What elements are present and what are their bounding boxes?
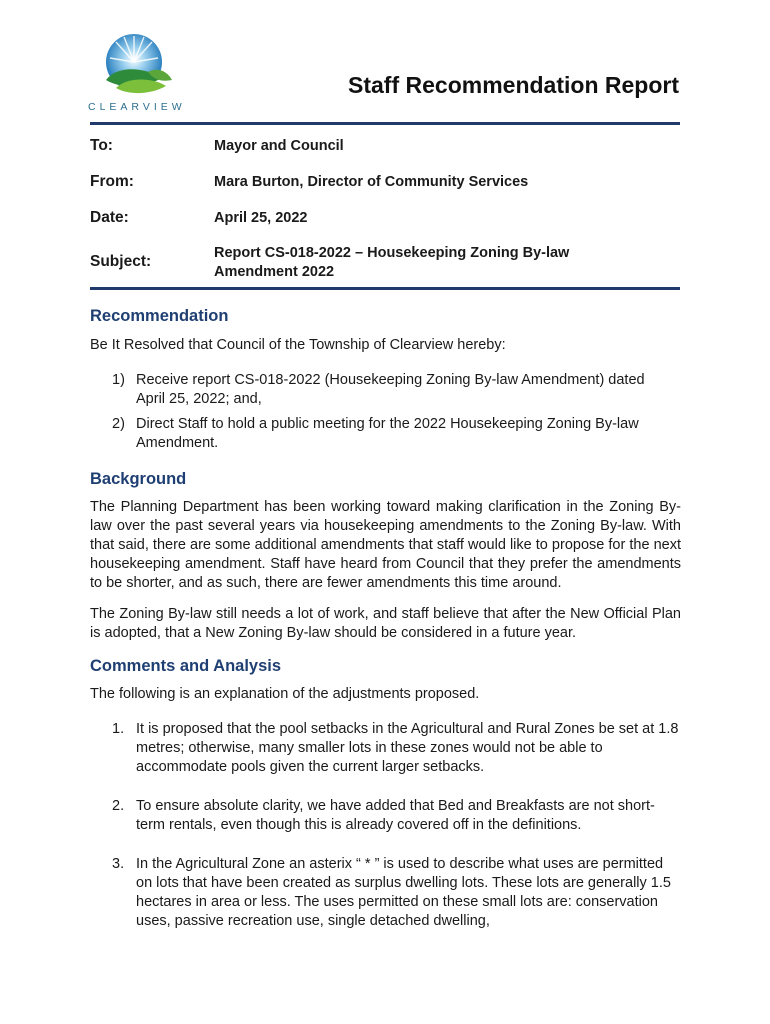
list-text-line: Direct Staff to hold a public meeting for the 2022 Housekeeping Zoning By-law xyxy=(136,416,639,432)
comments-intro: The following is an explanation of the adjustments proposed. xyxy=(90,686,480,702)
recommendation-intro: Be It Resolved that Council of the Township of Clearview hereby: xyxy=(90,337,506,353)
to-value: Mayor and Council xyxy=(214,138,344,154)
list-text: To ensure absolute clarity, we have added that Bed and Breakfasts are not short-term rentals, even though this is already covered off in the definitions. xyxy=(136,798,655,833)
list-number: 1) xyxy=(112,372,125,388)
list-text-line: April 25, 2022; and, xyxy=(136,391,262,407)
subject-label: Subject: xyxy=(90,253,152,270)
list-text xyxy=(136,371,680,409)
date-label: Date: xyxy=(90,209,129,226)
to-label: To: xyxy=(90,137,113,154)
list-text-line: Receive report CS-018-2022 (Housekeeping Zoning By-law Amendment) dated xyxy=(136,372,645,388)
list-text-line: Amendment. xyxy=(136,435,219,451)
background-paragraph-2: The Zoning By-law still needs a lot of work, and staff believe that after the New Official Plan is adopted, that a New Zoning By-law should be considered in a future year. xyxy=(90,606,681,641)
list-number: 2) xyxy=(112,416,125,432)
list-text xyxy=(136,415,680,453)
logo-wordmark: CLEARVIEW xyxy=(88,101,186,113)
from-label: From: xyxy=(90,173,134,190)
header-top-rule xyxy=(90,122,680,125)
from-value: Mara Burton, Director of Community Services xyxy=(214,174,529,190)
subject-value-line2: Amendment 2022 xyxy=(214,264,335,280)
background-heading: Background xyxy=(90,470,187,488)
list-number: 3. xyxy=(112,856,125,872)
recommendation-heading: Recommendation xyxy=(90,307,229,325)
date-value: April 25, 2022 xyxy=(214,210,308,226)
header-bottom-rule xyxy=(90,287,680,290)
background-paragraph-1: The Planning Department has been working toward making clarification in the Zoning By-law over the past several years via housekeeping amendments to the Zoning By-law. With that said, there are some additional amendments that staff would like to propose for the next housekeeping amendment. Staff have heard from Council that they prefer the amendments to be shorter, and as such, there are fewer amendments this time around. xyxy=(90,499,681,591)
list-number: 1. xyxy=(112,721,125,737)
comments-heading: Comments and Analysis xyxy=(90,657,282,675)
report-title: Staff Recommendation Report xyxy=(348,72,679,98)
list-text: It is proposed that the pool setbacks in the Agricultural and Rural Zones be set at 1.8 metres; otherwise, many smaller lots in these zones would not be able to accommodate pools given the current larger setbacks. xyxy=(136,721,679,775)
list-number: 2. xyxy=(112,798,125,814)
list-text: In the Agricultural Zone an asterix “ * ” is used to describe what uses are permitted on lots that have been created as surplus dwelling lots. These lots are generally 1.5 hectares in area or less. The uses permitted on these small lots are: conservation uses, passive recreation use, single detached dwelling, xyxy=(136,856,671,929)
subject-value-line1: Report CS-018-2022 – Housekeeping Zoning By-law xyxy=(214,245,570,261)
